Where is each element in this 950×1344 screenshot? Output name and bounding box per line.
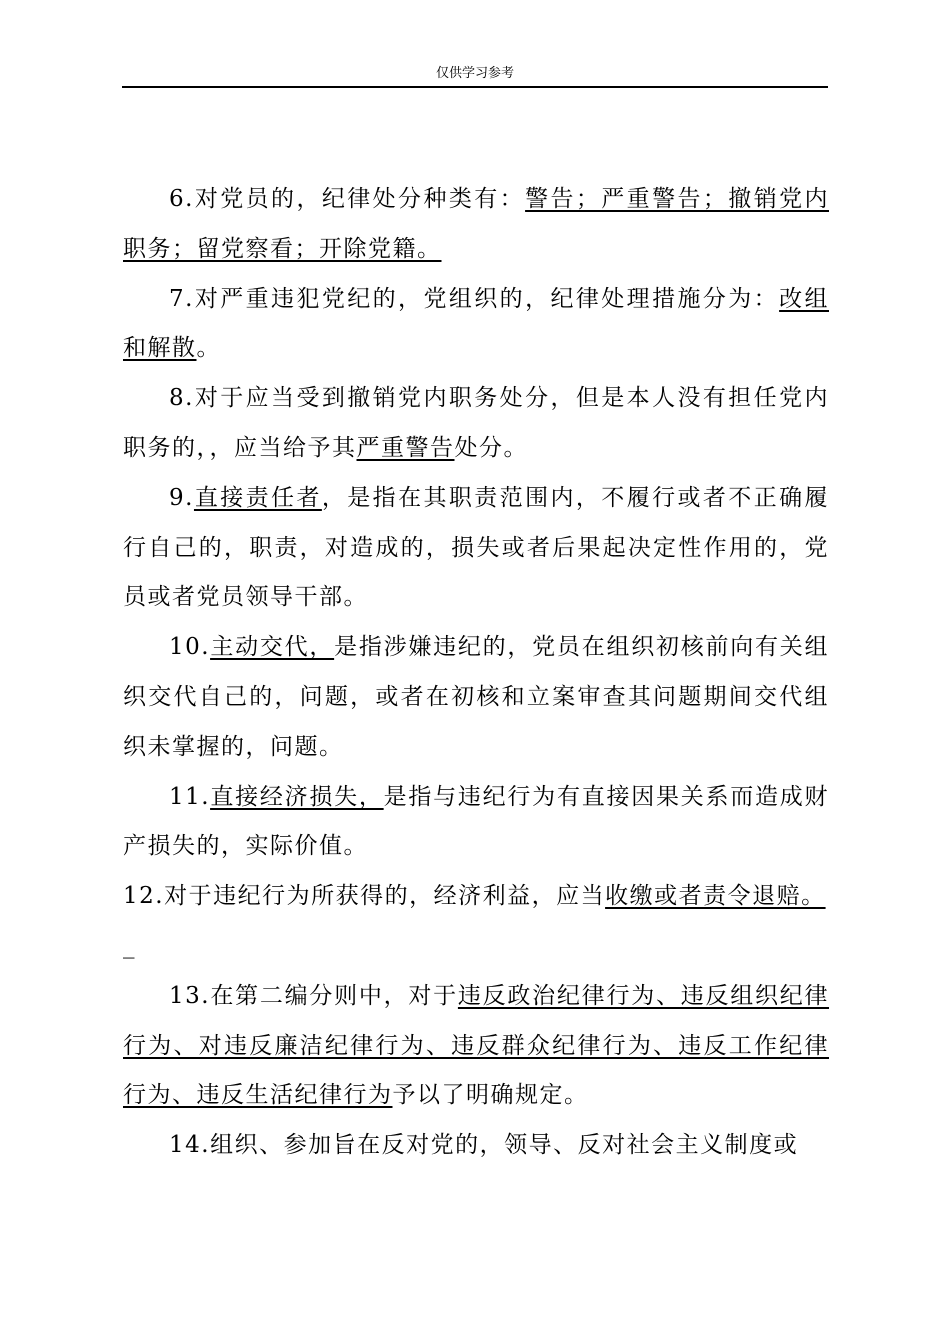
paragraph-q6	[123, 175, 829, 275]
underlined-answer: 改组和解散	[123, 285, 829, 362]
paragraph-text: 予以了明确规定。	[392, 1082, 589, 1109]
paragraph-text: 是指与违纪行为有直接因果关系而造成财产损失的，实际价值。	[123, 783, 830, 860]
underlined-answer: 严重警告	[356, 434, 455, 461]
paragraph-q13	[123, 972, 829, 1121]
paragraph-text: 是指涉嫌违纪的，党员在组织初核前向有关组织交代自己的，问题，或者在初核和立案审查其问题期间交代组织未掌握的，问题。	[123, 634, 830, 760]
paragraph-q9	[123, 474, 829, 623]
paragraph-q10	[123, 623, 829, 772]
paragraph-text: 10.	[169, 634, 211, 661]
paragraph-text: 7.对严重违犯党纪的，党组织的，纪律处理措施分为：	[169, 285, 780, 312]
paragraph-text: 8.对于应当受到撤销党内职务处分，但是本人没有担任党内职务的，，应当给予其	[123, 385, 829, 461]
underlined-answer: 收缴或者责令退赔。	[605, 883, 826, 910]
document-body	[123, 175, 829, 1171]
page-header: 仅供学习参考	[435, 66, 514, 81]
paragraph-text: 11.	[169, 783, 211, 810]
paragraph-text: 6.对党员的，纪律处分种类有：	[169, 186, 526, 212]
header-divider	[122, 86, 828, 88]
underlined-answer: 直接责任者	[193, 484, 322, 511]
underlined-answer: 主动交代，	[210, 634, 335, 661]
paragraph-text: 12.对于违纪行为所获得的，经济利益，应当	[123, 883, 606, 910]
paragraph-q12-tail	[123, 922, 829, 972]
underlined-answer: 直接经济损失，	[210, 783, 384, 810]
paragraph-text: ，是指在其职责范围内，不履行或者不正确履行自己的，职责，对造成的，损失或者后果起决定性作用的，党员或者党员领导干部。	[123, 484, 830, 611]
paragraph-q11	[123, 773, 829, 873]
paragraph-text: _	[123, 932, 136, 959]
paragraph-text: 14.组织、参加旨在反对党的，领导、反对社会主义制度或	[169, 1132, 799, 1159]
paragraph-q7	[123, 275, 829, 375]
paragraph-text: 。	[196, 335, 221, 362]
paragraph-text: 处分。	[454, 434, 528, 461]
underlined-answer: 违反政治纪律行为、违反组织纪律行为、对违反廉洁纪律行为、违反群众纪律行为、违反工作纪律行为、违反生活纪律行为	[123, 982, 830, 1109]
underlined-answer: 警告；严重警告；撤销党内职务；留党察看；开除党籍。	[123, 186, 829, 262]
paragraph-q8	[123, 374, 829, 474]
paragraph-q12	[123, 872, 829, 922]
paragraph-q14	[123, 1121, 829, 1171]
paragraph-text: 13.在第二编分则中，对于	[169, 982, 458, 1009]
paragraph-text: 9.	[169, 484, 194, 511]
